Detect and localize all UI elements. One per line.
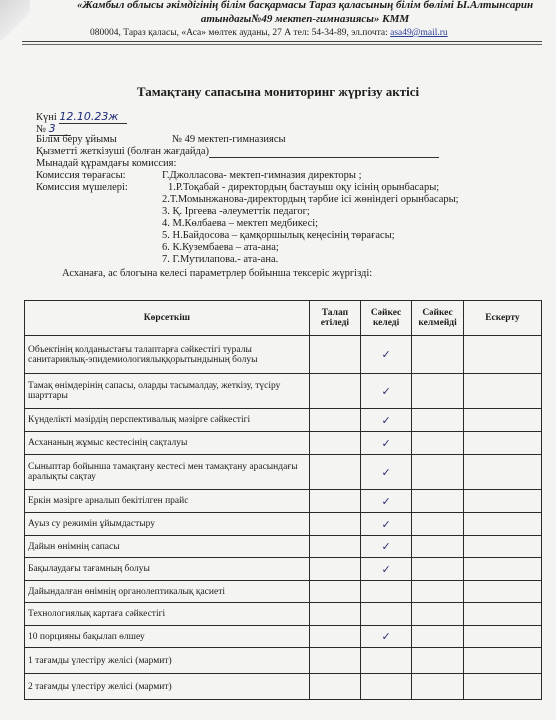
criterion-cell: Дайын өнімнің сапасы — [25, 536, 310, 558]
note-cell — [463, 336, 541, 374]
col-header: Сәйкес келеді — [360, 301, 411, 336]
compliant-check-icon: ✓ — [360, 626, 411, 648]
member-item: 6. К.Кузембаева – ата-ана; — [162, 242, 279, 253]
monitoring-table — [24, 300, 542, 700]
compliant-check-icon: ✓ — [360, 336, 411, 374]
compliant-check-icon — [360, 581, 411, 603]
date-value: 12.10.23ж — [59, 110, 127, 124]
noncompliant-cell — [412, 409, 464, 432]
member-item: 3. Қ. Іргеева -әлеуметтік педагог; — [162, 206, 310, 217]
compliant-check-icon: ✓ — [360, 432, 411, 455]
criterion-cell: Еркін мәзірге арналып бекітілген прайс — [25, 490, 310, 513]
org-header: «Жамбыл облысы әкімдігінің білім басқармасы Тараз қаласының білім бөлімі Ы.Алтынсарин атындағы№49 мектеп-гимназиясы» КММ — [76, 0, 534, 25]
note-cell — [463, 432, 541, 455]
commission-intro: Мынадай құрамдағы комиссия: — [36, 158, 177, 169]
noncompliant-cell — [412, 536, 464, 558]
note-cell — [463, 490, 541, 513]
required-cell — [309, 581, 360, 603]
required-cell — [309, 490, 360, 513]
noncompliant-cell — [412, 581, 464, 603]
address-text: 080004, Тараз қаласы, «Аса» мөлтек ауданы, 27 А тел: 54-34-89, эл.почта: — [90, 28, 391, 38]
col-header: Ескерту — [463, 301, 541, 336]
note-cell — [463, 581, 541, 603]
number-label: № — [36, 124, 47, 135]
criterion-cell: Сыныптар бойынша тамақтану кестесі мен тамақтану арасындағы аралықты сақтау — [25, 455, 310, 490]
note-cell — [463, 603, 541, 626]
required-cell — [309, 374, 360, 409]
number-value: 3 — [49, 122, 71, 136]
compliant-check-icon: ✓ — [360, 558, 411, 581]
note-cell — [463, 409, 541, 432]
compliant-check-icon: ✓ — [360, 536, 411, 558]
required-cell — [309, 536, 360, 558]
noncompliant-cell — [412, 336, 464, 374]
required-cell — [309, 513, 360, 536]
header-rule — [22, 41, 542, 42]
table-row — [25, 674, 542, 700]
criterion-cell: Бақылаудағы тағамның болуы — [25, 558, 310, 581]
compliant-check-icon: ✓ — [360, 455, 411, 490]
table-row — [25, 432, 542, 455]
chair-label: Комиссия төрағасы: — [36, 170, 126, 181]
table-row — [25, 581, 542, 603]
document-title: Тамақтану сапасына мониторинг жүргізу актісі — [136, 84, 420, 99]
criterion-cell: Тамақ өнімдерінің сапасы, оларды тасымалдау, жеткізу, түсіру шарттары — [25, 374, 310, 409]
note-cell — [463, 558, 541, 581]
required-cell — [309, 674, 360, 700]
date-label: Күні — [36, 112, 57, 123]
criterion-cell: Дайындалған өнімнің органолептикалық қасиеті — [25, 581, 310, 603]
note-cell — [463, 648, 541, 674]
check-line: Асханаға, ас блогына келесі параметрлер бойынша тексеріс жүргізді: — [62, 268, 373, 279]
col-header: Талап етіледі — [309, 301, 360, 336]
compliant-check-icon: ✓ — [360, 409, 411, 432]
table-row — [25, 374, 542, 409]
noncompliant-cell — [412, 374, 464, 409]
criterion-cell: 2 тағамды үлестіру желісі (мармит) — [25, 674, 310, 700]
table-row — [25, 409, 542, 432]
criterion-cell: Ауыз су режимін ұйымдастыру — [25, 513, 310, 536]
table-row — [25, 513, 542, 536]
criterion-cell: 1 тағамды үлестіру желісі (мармит) — [25, 648, 310, 674]
required-cell — [309, 432, 360, 455]
supplier-line — [36, 146, 439, 158]
noncompliant-cell — [412, 674, 464, 700]
table-row — [25, 536, 542, 558]
org-value: № 49 мектеп-гимназиясы — [172, 134, 286, 145]
noncompliant-cell — [412, 558, 464, 581]
note-cell — [463, 626, 541, 648]
criterion-cell: Объектінің колданыстағы талаптарға сәйкестігі туралы санитариялық-эпидемиологиялыққорытындының болуы — [25, 336, 310, 374]
noncompliant-cell — [412, 603, 464, 626]
note-cell — [463, 536, 541, 558]
org-line — [36, 134, 286, 145]
table-row — [25, 558, 542, 581]
criterion-cell: Технологиялық картаға сәйкестігі — [25, 603, 310, 626]
noncompliant-cell — [412, 513, 464, 536]
table-row — [25, 455, 542, 490]
members-label: Комиссия мүшелері: — [36, 182, 128, 193]
required-cell — [309, 558, 360, 581]
table-row — [25, 336, 542, 374]
compliant-check-icon — [360, 603, 411, 626]
required-cell — [309, 603, 360, 626]
chair-line — [36, 170, 362, 181]
noncompliant-cell — [412, 455, 464, 490]
member-item: 2.Т.Момынжанова-директордың тәрбие ісі жөніндегі орынбасары; — [162, 194, 459, 205]
member-item: 1.Р.Тоқабай - директордың бастауыш оқу ісінің орынбасары; — [168, 182, 440, 193]
compliant-check-icon: ✓ — [360, 374, 411, 409]
note-cell — [463, 374, 541, 409]
col-header: Сәйкес келмейді — [412, 301, 464, 336]
org-label: Білім беру ұйымы — [36, 134, 117, 145]
table-row — [25, 603, 542, 626]
required-cell — [309, 409, 360, 432]
member-item: 4. М.Көлбаева – мектеп медбикесі; — [162, 218, 319, 229]
page-fold — [0, 0, 30, 40]
table-header-row — [25, 301, 542, 336]
email-link[interactable]: asa49@mail.ru — [390, 28, 448, 38]
col-header: Көрсеткіш — [25, 301, 310, 336]
table-row — [25, 648, 542, 674]
table-row — [25, 626, 542, 648]
chair-value: Г.Джолласова- мектеп-гимназия директоры ; — [162, 170, 362, 181]
compliant-check-icon — [360, 648, 411, 674]
noncompliant-cell — [412, 648, 464, 674]
required-cell — [309, 626, 360, 648]
criterion-cell: Күнделікті мәзірдің перспективалық мәзірге сәйкестігі — [25, 409, 310, 432]
noncompliant-cell — [412, 432, 464, 455]
criterion-cell: Асхананың жұмыс кестесінің сақталуы — [25, 432, 310, 455]
header-rule-thin — [22, 44, 542, 45]
criterion-cell: 10 порцияны бақылап өлшеу — [25, 626, 310, 648]
note-cell — [463, 513, 541, 536]
required-cell — [309, 455, 360, 490]
required-cell — [309, 648, 360, 674]
member-item: 5. Н.Байдосова – қамқоршылық кеңесінің төрағасы; — [162, 230, 395, 241]
compliant-check-icon: ✓ — [360, 513, 411, 536]
org-address — [90, 28, 530, 38]
compliant-check-icon — [360, 674, 411, 700]
required-cell — [309, 336, 360, 374]
note-cell — [463, 455, 541, 490]
noncompliant-cell — [412, 626, 464, 648]
member-item: 7. Г.Мутилапова.- ата-ана. — [162, 254, 279, 265]
noncompliant-cell — [412, 490, 464, 513]
note-cell — [463, 674, 541, 700]
compliant-check-icon: ✓ — [360, 490, 411, 513]
table-row — [25, 490, 542, 513]
supplier-label: Қызметті жеткізуші (болған жағдайда) — [36, 146, 210, 157]
supplier-blank — [209, 146, 439, 158]
